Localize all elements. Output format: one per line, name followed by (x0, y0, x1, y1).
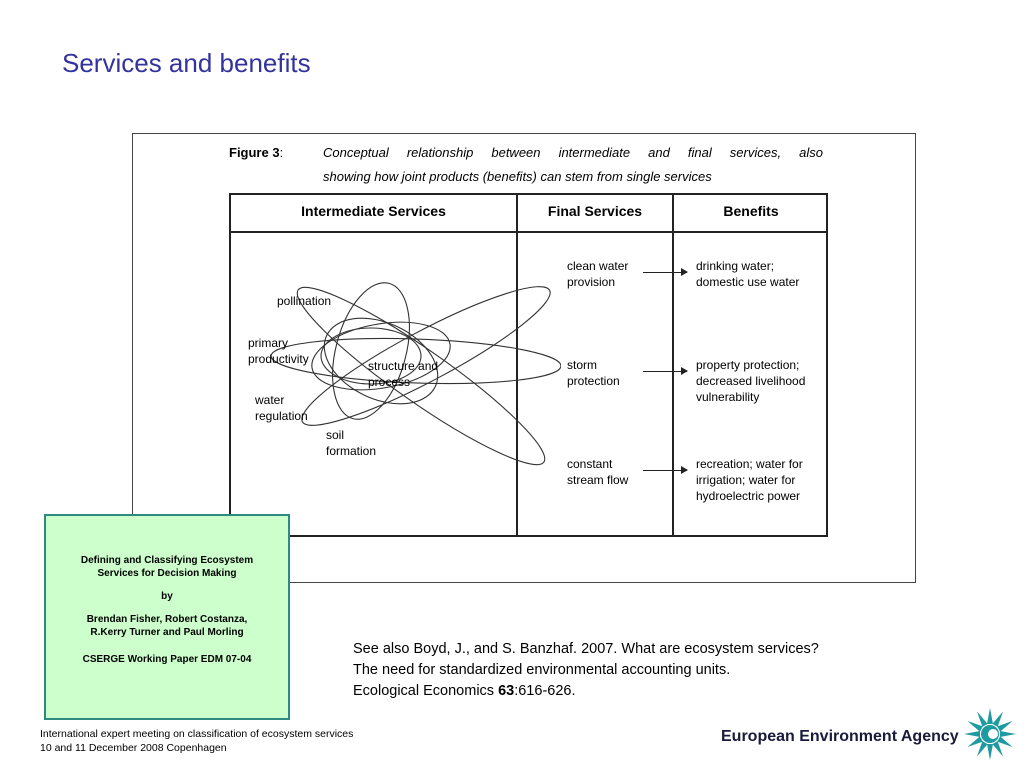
paper-series: CSERGE Working Paper EDM 07-04 (82, 654, 252, 665)
label-pollination: pollination (277, 294, 332, 308)
column-divider (672, 195, 674, 535)
reference-volume: 63 (498, 683, 515, 699)
footer (40, 727, 353, 755)
eea-logo-icon (960, 704, 1020, 764)
column-header-benefits: Benefits (723, 203, 779, 219)
arrow-right-icon (643, 272, 687, 273)
footer-line-1: International expert meeting on classification of ecosystem services (40, 728, 354, 740)
paper-authors-line-2: R.Kerry Turner and Paul Morling (90, 627, 244, 638)
reference-line-1: See also Boyd, J., and S. Banzhaf. 2007. What are ecosystem services? (353, 641, 819, 657)
paper-by: by (161, 591, 173, 602)
paper-authors-line-1: Brendan Fisher, Robert Costanza, (86, 614, 248, 625)
column-header-intermediate: Intermediate Services (301, 203, 446, 219)
reference-journal: Ecological Economics (353, 683, 499, 699)
benefit-drinking-water: drinking water; domestic use water (696, 259, 800, 289)
paper-title-line-2: Services for Decision Making (97, 568, 237, 579)
services-diagram (229, 193, 828, 537)
benefit-property-protection: property protection; decreased livelihood vulnerability (696, 358, 806, 404)
column-header-final: Final Services (547, 203, 643, 219)
arrow-right-icon (643, 470, 687, 471)
slide-title: Services and benefits (62, 48, 311, 78)
paper-cover (44, 514, 290, 720)
agency-name: European Environment Agency (721, 728, 959, 745)
ellipse-loop (319, 274, 423, 427)
arrow-right-icon (643, 371, 687, 372)
reference-pages: :616-626. (514, 683, 576, 699)
label-structure-and-process: structure and process (368, 359, 439, 389)
paper-title-line-1: Defining and Classifying Ecosystem (80, 555, 254, 566)
reference-line-2: The need for standardized environmental accounting units. (353, 662, 731, 678)
figure-caption-line-1: Conceptual relationship between intermediate and final services, also (323, 145, 823, 160)
figure-label: Figure 3: (229, 145, 284, 160)
benefit-recreation: recreation; water for irrigation; water for hydroelectric power (696, 457, 803, 503)
final-storm-protection: storm protection (567, 358, 620, 388)
final-clean-water-provision: clean water provision (567, 259, 629, 289)
figure-caption-line-2: showing how joint products (benefits) can stem from single services (323, 169, 712, 184)
label-soil-formation: soil formation (326, 428, 377, 458)
final-constant-stream-flow: constant stream flow (567, 457, 629, 487)
footer-line-2: 10 and 11 December 2008 Copenhagen (40, 742, 227, 754)
label-water-regulation: water regulation (255, 393, 308, 423)
reference-text (353, 639, 933, 702)
label-primary-productivity: primary productivity (248, 336, 309, 366)
